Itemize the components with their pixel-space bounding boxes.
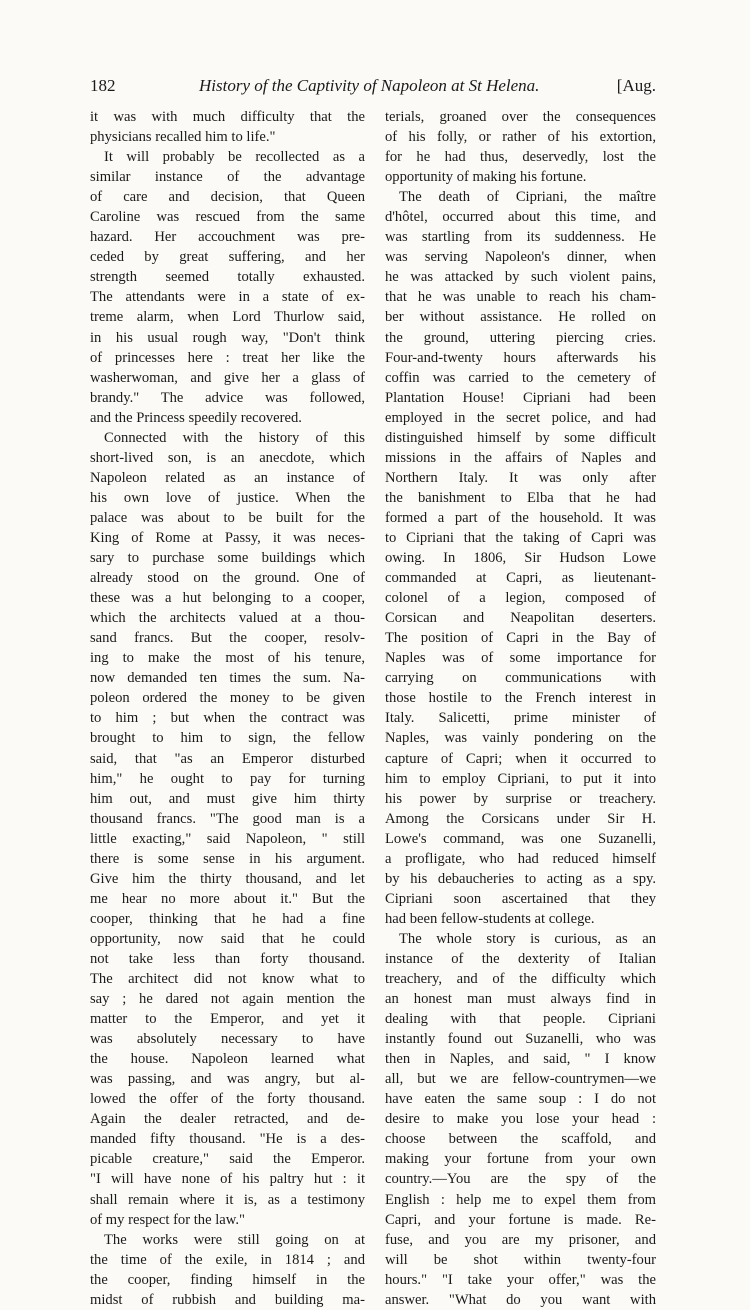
text-line: me hear no more about it." But the	[90, 890, 365, 907]
text-line: which the architects valued at a thou-	[90, 610, 365, 627]
text-line: Naples, was vainly pondering on the	[385, 730, 656, 747]
text-line: missions in the affairs of Naples and	[385, 449, 656, 466]
text-line: the ground, uttering piercing cries.	[385, 329, 656, 346]
text-line: of his folly, or rather of his extortion,	[385, 129, 656, 146]
text-line: cooper, thinking that he had a fine	[90, 910, 365, 927]
running-month: [Aug.	[616, 76, 656, 95]
text-line: commanded at Capri, as lieutenant-	[385, 570, 656, 587]
text-line: in his usual rough way, "Don't think	[90, 329, 365, 346]
text-line: now demanded ten times the sum. Na-	[90, 670, 365, 687]
text-line: it was with much difficulty that the	[90, 109, 365, 125]
text-line: him to employ Cipriani, to put it into	[385, 770, 656, 787]
text-line: thousand francs. "The good man is a	[90, 810, 365, 827]
text-line: treme alarm, when Lord Thurlow said,	[90, 309, 365, 326]
text-line: a profligate, who had reduced himself	[385, 850, 656, 867]
text-line: brought to him to sign, the fellow	[90, 730, 365, 747]
text-line: terials, groaned over the consequences	[385, 109, 656, 125]
text-line: dealing with that people. Cipriani	[385, 1011, 656, 1028]
text-line: It will probably be recollected as a	[104, 149, 365, 166]
text-line: said, that "as an Emperor disturbed	[90, 750, 365, 767]
text-line: The works were still going on at	[104, 1231, 365, 1248]
text-line: English : help me to expel them from	[385, 1191, 656, 1208]
text-line: short-lived son, is an anecdote, which	[90, 449, 365, 466]
text-line: his power by surprise or treachery.	[385, 790, 656, 807]
text-line: had been fellow-students at college.	[385, 910, 595, 927]
text-line: then in Naples, and said, " I know	[385, 1051, 656, 1068]
text-line: there is some sense in his argument.	[90, 850, 365, 867]
text-line: Cipriani soon ascertained that they	[385, 890, 656, 907]
text-line: Again the dealer retracted, and de-	[90, 1111, 365, 1128]
text-line: The whole story is curious, as an	[399, 930, 656, 947]
text-line: matter to the Emperor, and yet it	[90, 1011, 365, 1028]
text-line: little exacting," said Napoleon, " still	[90, 830, 365, 847]
text-line: of care and decision, that Queen	[90, 189, 365, 206]
text-line: he was attacked by such violent pains,	[385, 269, 656, 286]
text-line: manded fifty thousand. "He is a des-	[90, 1131, 365, 1148]
right-column	[385, 107, 656, 1310]
text-line: the banishment to Elba that he had	[385, 489, 656, 506]
text-line: all, but we are fellow-countrymen—we	[385, 1071, 656, 1088]
text-line: was serving Napoleon's dinner, when	[385, 249, 656, 266]
text-line: Among the Corsicans under Sir H.	[385, 810, 656, 827]
text-line: opportunity of making his fortune.	[385, 169, 587, 186]
text-line: Napoleon related as an instance of	[90, 469, 365, 486]
text-line: say ; he dared not again mention the	[90, 991, 365, 1008]
text-line: shall remain where it is, as a testimony	[90, 1191, 365, 1208]
text-line: sary to purchase some buildings which	[90, 550, 365, 567]
text-line: was startling from its suddenness. He	[385, 229, 656, 246]
text-line: colonel of a legion, composed of	[385, 590, 656, 607]
text-line: to him ; but when the contract was	[90, 710, 365, 727]
text-line: The architect did not know what to	[90, 971, 365, 988]
text-line: those hostile to the French interest in	[385, 690, 656, 707]
text-line: picable creature," said the Emperor.	[90, 1151, 365, 1168]
text-line: that he was unable to reach his cham-	[385, 289, 656, 306]
text-line: Plantation House! Cipriani had been	[385, 389, 656, 406]
text-line: strength seemed totally exhausted.	[90, 269, 365, 286]
text-line: Caroline was rescued from the same	[90, 209, 365, 226]
left-column	[90, 107, 365, 1310]
text-line: Connected with the history of this	[104, 429, 365, 446]
page-number: 182	[90, 76, 116, 95]
text-line: capture of Capri; when it occurred to	[385, 750, 656, 767]
text-line: him," he ought to pay for turning	[90, 770, 365, 787]
text-line: brandy." The advice was followed,	[90, 389, 365, 406]
text-line: "I will have none of his paltry hut : it	[90, 1171, 365, 1188]
text-line: and the Princess speedily recovered.	[90, 409, 302, 426]
text-line: ber without assistance. He rolled on	[385, 309, 656, 326]
text-line: midst of rubbish and building ma-	[90, 1291, 365, 1308]
running-header	[90, 76, 656, 102]
text-line: The attendants were in a state of ex-	[90, 289, 365, 306]
text-line: sand francs. But the cooper, resolv-	[90, 630, 365, 647]
text-line: Italy. Salicetti, prime minister of	[385, 710, 656, 727]
text-line: desire to make you lose your head :	[385, 1111, 656, 1128]
text-line: hours." "I take your offer," was the	[385, 1271, 656, 1288]
text-line: coffin was carried to the cemetery of	[385, 369, 656, 386]
text-line: by his debaucheries to acting as a spy.	[385, 870, 656, 887]
text-line: his own love of justice. When the	[90, 489, 365, 506]
text-line: of princesses here : treat her like the	[90, 349, 365, 366]
text-line: lowed the offer of the forty thousand.	[90, 1091, 365, 1108]
text-line: The death of Cipriani, the maître	[399, 189, 656, 206]
text-line: treachery, and of the difficulty which	[385, 971, 656, 988]
text-line: not take less than forty thousand.	[90, 950, 365, 967]
text-line: was passing, and was angry, but al-	[90, 1071, 365, 1088]
text-line: the cooper, finding himself in the	[90, 1271, 365, 1288]
text-line: distinguished himself by some difficult	[385, 429, 656, 446]
running-title: History of the Captivity of Napoleon at St Helena.	[199, 76, 540, 95]
text-line: instance of the dexterity of Italian	[385, 950, 656, 967]
text-line: opportunity, now said that he could	[90, 930, 365, 947]
text-line: owing. In 1806, Sir Hudson Lowe	[385, 550, 656, 567]
text-line: poleon ordered the money to be given	[90, 690, 365, 707]
text-line: instantly found out Suzanelli, who was	[385, 1031, 656, 1048]
text-line: to Cipriani that the taking of Capri was	[385, 529, 656, 546]
text-line: hazard. Her accouchment was pre-	[90, 229, 365, 246]
text-line: Corsican and Neapolitan deserters.	[385, 610, 656, 627]
text-line: employed in the secret police, and had	[385, 409, 656, 426]
text-line: washerwoman, and give her a glass of	[90, 369, 365, 386]
text-line: d'hôtel, occurred about this time, and	[385, 209, 656, 226]
text-line: King of Rome at Passy, it was neces-	[90, 529, 365, 546]
text-line: Naples was of some importance for	[385, 650, 656, 667]
text-line: palace was about to be built for the	[90, 509, 365, 526]
text-line: will be shot within twenty-four	[385, 1251, 656, 1268]
text-line: was absolutely necessary to have	[90, 1031, 365, 1048]
text-line: physicians recalled him to life."	[90, 129, 276, 146]
text-line: country.—You are the spy of the	[385, 1171, 656, 1188]
text-line: fuse, and you are my prisoner, and	[385, 1231, 656, 1248]
text-line: ceded by great suffering, and her	[90, 249, 365, 266]
text-line: formed a part of the household. It was	[385, 509, 656, 526]
text-line: Four-and-twenty hours afterwards his	[385, 349, 656, 366]
text-line: have eaten the same soup : I do not	[385, 1091, 656, 1108]
text-line: carrying on communications with	[385, 670, 656, 687]
text-line: for he had thus, deservedly, lost the	[385, 149, 656, 166]
text-line: an honest man must always find in	[385, 991, 656, 1008]
text-line: The position of Capri in the Bay of	[385, 630, 656, 647]
text-line: the house. Napoleon learned what	[90, 1051, 365, 1068]
text-line: choose between the scaffold, and	[385, 1131, 656, 1148]
text-line: making your fortune from your own	[385, 1151, 656, 1168]
text-line: already stood on the ground. One of	[90, 570, 365, 587]
text-line: these was a hut belonging to a cooper,	[90, 590, 365, 607]
text-line: ing to make the most of his tenure,	[90, 650, 365, 667]
text-line: similar instance of the advantage	[90, 169, 365, 186]
text-line: of my respect for the law."	[90, 1211, 245, 1228]
text-line: the time of the exile, in 1814 ; and	[90, 1251, 365, 1268]
text-line: Northern Italy. It was only after	[385, 469, 656, 486]
text-line: Give him the thirty thousand, and let	[90, 870, 365, 887]
text-line: Capri, and your fortune is made. Re-	[385, 1211, 656, 1228]
text-line: Lowe's command, was one Suzanelli,	[385, 830, 656, 847]
text-line: answer. "What do you want with	[385, 1291, 656, 1308]
text-line: him out, and must give him thirty	[90, 790, 365, 807]
